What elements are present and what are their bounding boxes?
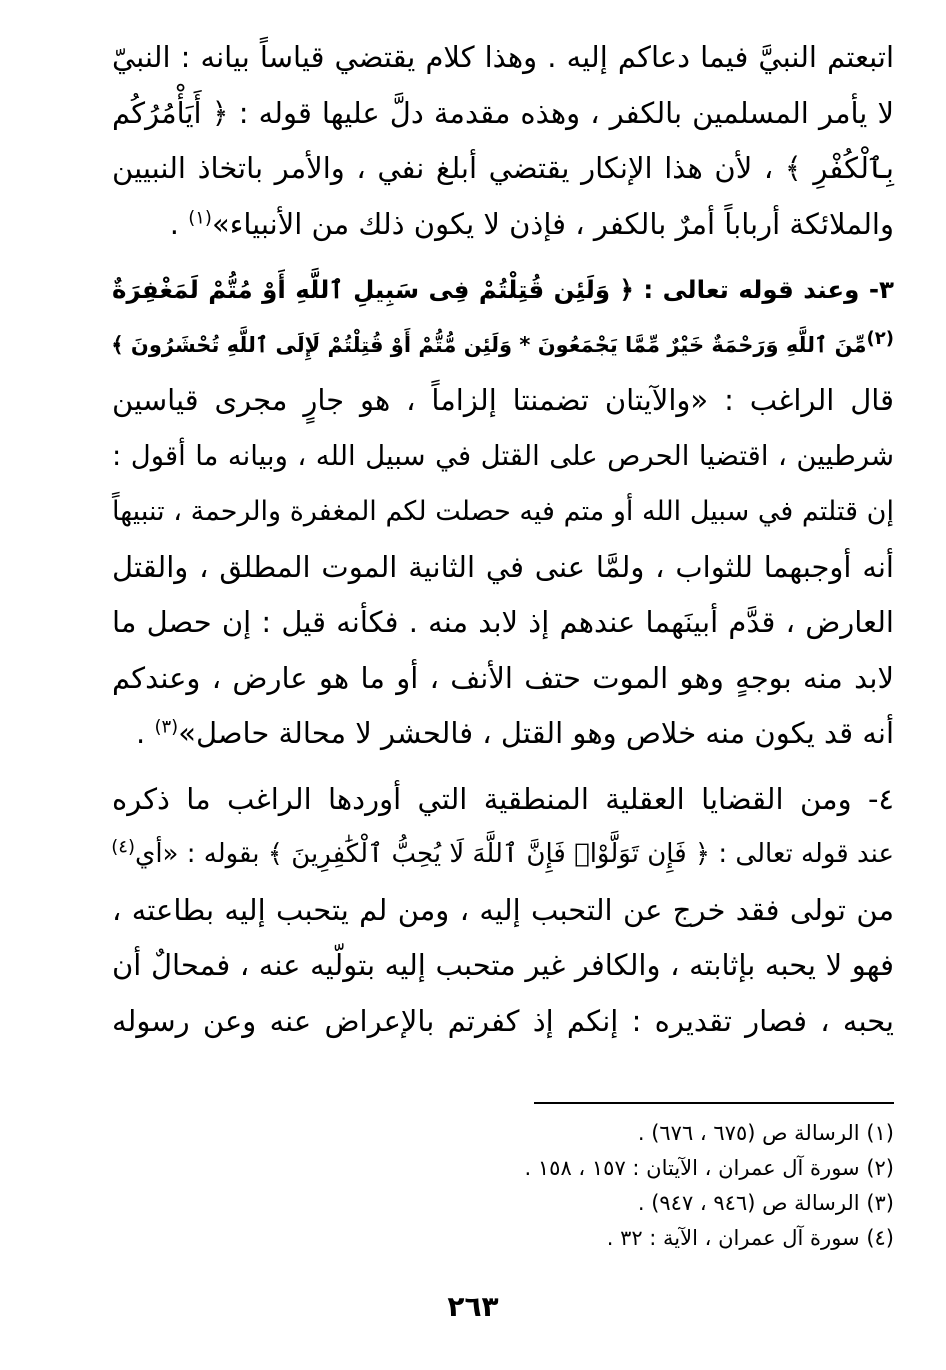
text-line: بِٱلْكُفْرِ ﴾ ، لأن هذا الإنكار يقتضي أبلغ نفي ، والأمر باتخاذ النبيين [112,151,894,185]
text-line [112,197,894,253]
footnote-ref: (٢) [866,327,894,349]
text-line: شرطيين ، اقتضيا الحرص على القتل في سبيل الله ، وبيانه ما أقول : [112,439,894,472]
text-line: لا يأمر المسلمين بالكفر ، وهذه مقدمة دلَّ عليها قوله : ﴿ أَيَأْمُرُكُم [112,95,894,130]
text-line: لابد منه بوجهٍ وهو الموت حتف الأنف ، أو ما هو عارض ، وعندكم [112,660,894,695]
paragraph-3 [112,772,894,1050]
footnote-3: (٣) الرسالة ص (٩٤٦ ، ٩٤٧) . [637,1191,894,1215]
text-line-content: عند قوله تعالى : ﴿ فَإِن تَوَلَّوْا۟ فَإِنَّ ٱللَّهَ لَا يُحِبُّ ٱلْكَٰفِرِينَ ﴾ بقوله : «أي [134,839,894,869]
text-line-content: والملائكة أرباباً أمرٌ بالكفر ، فإذن لا يكون ذلك من الأنبياء» [211,206,894,241]
footnote-4: (٤) سورة آل عمران ، الآية : ٣٢ . [606,1226,894,1250]
text-line-content: أنه قد يكون منه خلاص وهو القتل ، فالحشر لا محالة حاصل» [178,716,894,750]
text-line [112,827,894,883]
paragraph-2 [112,262,894,762]
footnote-ref: (١) [188,206,212,228]
line-tail: . [136,716,155,750]
page-body [112,30,894,1049]
verse-line: ٣- وعند قوله تعالى : ﴿ وَلَئِن قُتِلْتُمْ فِى سَبِيلِ ٱللَّهِ أَوْ مُتُّمْ لَمَغْفِرَةٌ [112,275,894,304]
text-line: من تولى فقد خرج عن التحبب إليه ، ومن لم يتحبب إليه بطاعته ، [112,892,894,927]
paragraph-1 [112,30,894,252]
text-line: ٤- ومن القضايا العقلية المنطقية التي أوردها الراغب ما ذكره [112,781,894,816]
verse-text: مِّنَ ٱللَّهِ وَرَحْمَةٌ خَيْرٌ مِّمَّا يَجْمَعُونَ * وَلَئِن مُّتُّمْ أَوْ قُتِلْتُمْ لَإِلَى ٱللَّهِ تُحْشَرُونَ ﴾ [111,332,867,357]
footnote-ref: (٤) [111,836,135,858]
footnotes [334,1116,894,1256]
text-line: يحبه ، فصار تقديره : إنكم إذ كفرتم بالإعراض عنه وعن رسوله [112,1003,894,1038]
text-line: أنه أوجبهما للثواب ، ولمَّا عنى في الثانية الموت المطلق ، والقتل [112,549,894,584]
footnote-separator [534,1102,894,1104]
text-line: إن قتلتم في سبيل الله أو متم فيه حصلت لكم المغفرة والرحمة ، تنبيهاً [112,496,894,527]
text-line: العارض ، قدَّم أبينَهما عندهم إذ لابد منه . فكأنه قيل : إن حصل ما [112,605,894,639]
footnote-ref: (٣) [154,716,179,738]
verse-line [112,318,894,374]
text-line: قال الراغب : «والآيتان تضمنتا إلزاماً ، هو جارٍ مجرى قياسين [112,383,894,417]
text-line [112,706,894,762]
footnote-1: (١) الرسالة ص (٦٧٥ ، ٦٧٦) . [637,1121,894,1145]
text-line: اتبعتم النبيَّ فيما دعاكم إليه . وهذا كلام يقتضي قياساً بيانه : النبيّ [112,40,894,74]
footnote-2: (٢) سورة آل عمران ، الآيتان : ١٥٧ ، ١٥٨ . [524,1156,894,1180]
text-line: فهو لا يحبه بإثابته ، والكافر غير متحبب إليه بتولّيه عنه ، فمحالٌ أن [112,948,894,982]
line-tail: . [169,206,189,241]
page-number: ٢٦٣ [447,1290,499,1323]
